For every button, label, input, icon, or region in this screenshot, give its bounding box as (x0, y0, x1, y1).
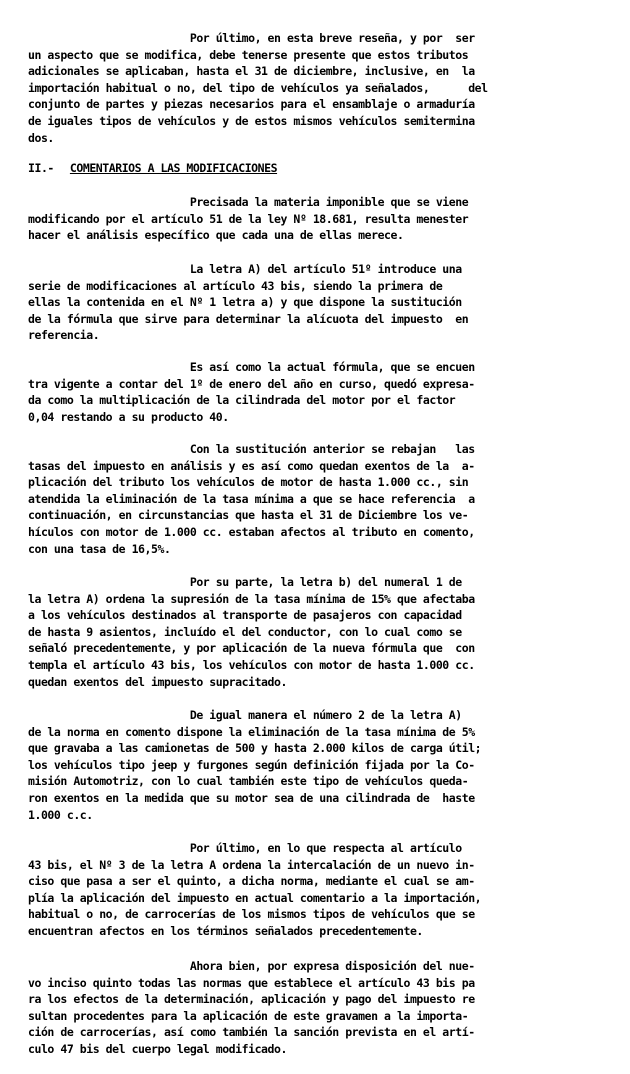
text-line: que gravaba a las camionetas de 500 y hasta 2.000 kilos de carga útil; (28, 741, 482, 756)
text-line: la letra A) ordena la supresión de la tasa mínima de 15% que afectaba (28, 591, 475, 606)
paragraph-materia-imponible (28, 194, 620, 244)
text-line: Por último, en lo que respecta al artículo (28, 841, 462, 855)
text-line: Por último, en esta breve reseña, y por ser (28, 31, 475, 45)
text-line: tra vigente a contar del 1º de enero del año en curso, quedó expresa- (28, 376, 475, 391)
paragraph-actual-formula (28, 359, 620, 425)
section-heading (28, 160, 277, 177)
paragraph-numero-2 (28, 707, 620, 823)
section-number: II.- (28, 161, 54, 175)
text-line: ra los efectos de la determinación, aplicación y pago del impuesto re (28, 992, 475, 1007)
text-line: da como la multiplicación de la cilindrada del motor por el factor (28, 393, 456, 408)
text-line: misión Automotriz, con lo cual también este tipo de vehículos queda- (28, 774, 469, 789)
text-line: de la fórmula que sirve para determinar la alícuota del impuesto en (28, 311, 469, 326)
paragraph-intro-closing (28, 30, 620, 146)
text-line: plicación del tributo los vehículos de motor de hasta 1.000 cc., sin (28, 475, 469, 490)
text-line: La letra A) del artículo 51º introduce una (28, 262, 462, 276)
text-line: importación habitual o no, del tipo de vehículos ya señalados, del (28, 80, 488, 95)
text-line: vo inciso quinto todas las normas que establece el artículo 43 bis pa (28, 975, 475, 990)
section-title: COMENTARIOS A LAS MODIFICACIONES (69, 161, 278, 175)
text-line: Por su parte, la letra b) del numeral 1 de (28, 575, 462, 589)
text-line: sultan procedentes para la aplicación de este gravamen a la importa- (28, 1008, 469, 1023)
text-line: 0,04 restando a su producto 40. (28, 409, 229, 424)
text-line: Con la sustitución anterior se rebajan las (28, 442, 475, 456)
text-line: conjunto de partes y piezas necesarios para el ensamblaje o armaduría (28, 97, 475, 112)
text-line: Precisada la materia imponible que se viene (28, 195, 469, 209)
text-line: de la norma en comento dispone la eliminación de la tasa mínima de 5% (28, 724, 475, 739)
text-line: Ahora bien, por expresa disposición del nue- (28, 959, 475, 973)
text-line: los vehículos tipo jeep y furgones según definición fijada por la Co- (28, 757, 475, 772)
text-line: Es así como la actual fórmula, que se encuen (28, 360, 475, 374)
text-line: continuación, en circunstancias que hasta el 31 de Diciembre los ve- (28, 508, 469, 523)
text-line: ellas la contenida en el Nº 1 letra a) y que dispone la sustitución (28, 295, 462, 310)
text-line: hículos con motor de 1.000 cc. estaban afectos al tributo en comento, (28, 524, 475, 539)
text-line: culo 47 bis del cuerpo legal modificado. (28, 1041, 287, 1056)
paragraph-letra-b (28, 574, 620, 690)
text-line: templa el artículo 43 bis, los vehículos con motor de hasta 1.000 cc. (28, 657, 475, 672)
text-line: quedan exentos del impuesto supracitado. (28, 674, 287, 689)
text-line: 43 bis, el Nº 3 de la letra A ordena la intercalación de un nuevo in- (28, 857, 475, 872)
text-line: a los vehículos destinados al transporte de pasajeros con capacidad (28, 608, 462, 623)
text-line: plía la aplicación del impuesto en actual comentario a la importación, (28, 890, 482, 905)
text-line: serie de modificaciones al artículo 43 bis, siendo la primera de (28, 278, 443, 293)
text-line: dos. (28, 130, 54, 145)
text-line: referencia. (28, 328, 100, 343)
text-line: de hasta 9 asientos, incluído el del conductor, con lo cual como se (28, 624, 462, 639)
text-line: hacer el análisis específico que cada una de ellas merece. (28, 228, 404, 243)
text-line: señaló precedentemente, y por aplicación de la nueva fórmula que con (28, 641, 475, 656)
text-line: 1.000 c.c. (28, 807, 93, 822)
paragraph-inciso-quinto (28, 958, 620, 1058)
text-line: atendida la eliminación de la tasa mínima a que se hace referencia a (28, 491, 475, 506)
text-line: habitual o no, de carrocerías de los mismos tipos de vehículos que se (28, 907, 475, 922)
text-line: De igual manera el número 2 de la letra A) (28, 708, 462, 722)
paragraph-rebaja-tasas (28, 441, 620, 557)
text-line: ciso que pasa a ser el quinto, a dicha norma, mediante el cual se am- (28, 874, 475, 889)
paragraph-numero-3 (28, 840, 620, 940)
text-line: de iguales tipos de vehículos y de estos mismos vehículos semitermina (28, 113, 475, 128)
paragraph-letra-a (28, 261, 620, 344)
text-line: un aspecto que se modifica, debe tenerse presente que estos tributos (28, 47, 469, 62)
text-line: ción de carrocerías, así como también la sanción prevista en el artí- (28, 1025, 475, 1040)
text-line: tasas del impuesto en análisis y es así como quedan exentos de la a- (28, 458, 475, 473)
text-line: ron exentos en la medida que su motor sea de una cilindrada de haste (28, 790, 475, 805)
text-line: adicionales se aplicaban, hasta el 31 de diciembre, inclusive, en la (28, 64, 475, 79)
text-line: encuentran afectos en los términos señalados precedentemente. (28, 923, 423, 938)
text-line: con una tasa de 16,5%. (28, 541, 171, 556)
text-line: modificando por el artículo 51 de la ley Nº 18.681, resulta menester (28, 211, 469, 226)
